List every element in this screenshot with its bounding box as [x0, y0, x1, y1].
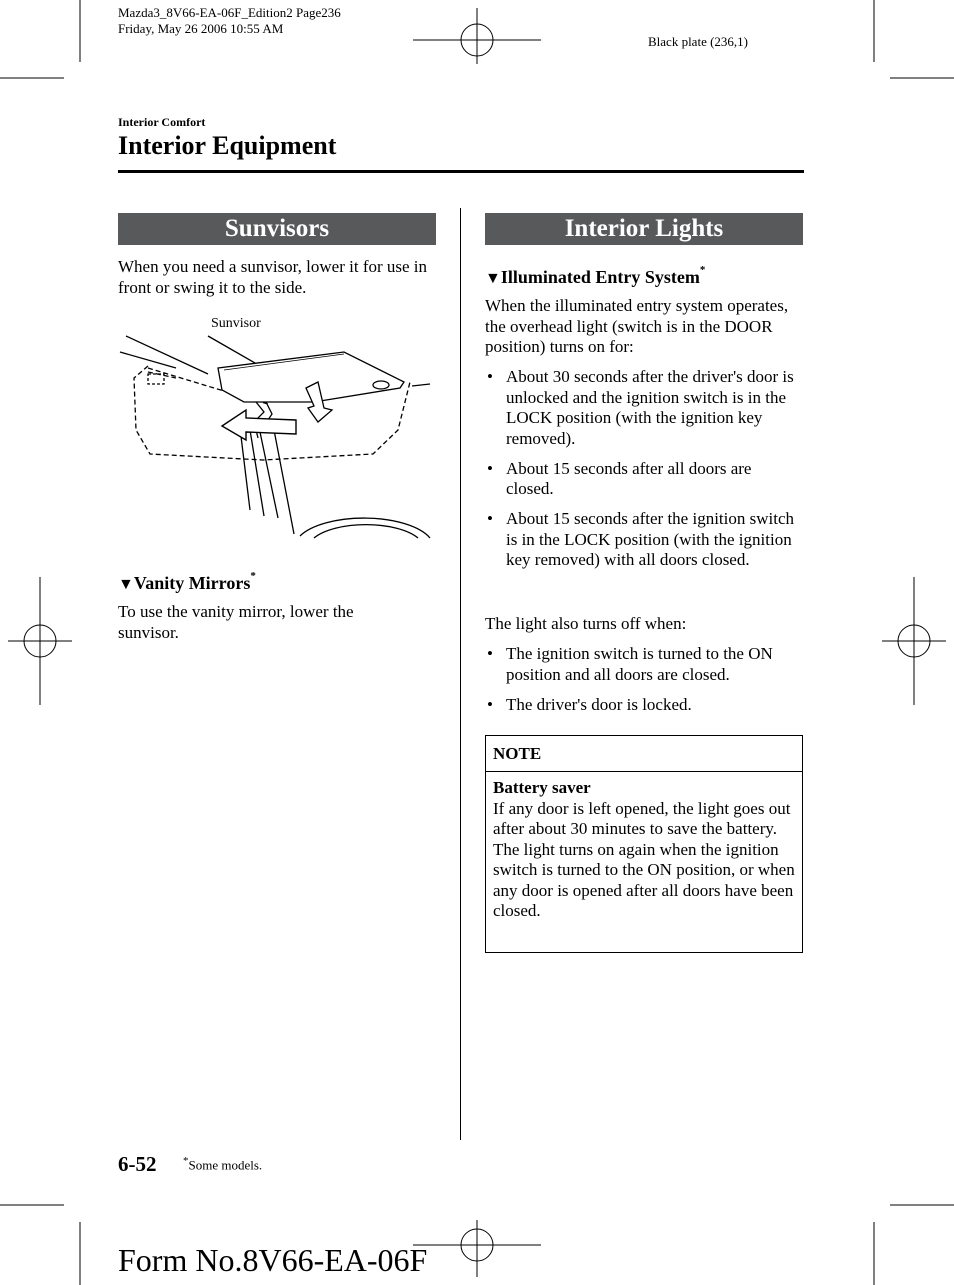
light-off-list	[485, 644, 803, 725]
print-metadata	[118, 5, 341, 37]
off-intro: The light also turns off when:	[485, 614, 687, 633]
illuminated-entry-title: Illuminated Entry System	[500, 267, 700, 287]
section-label: Interior Comfort	[118, 115, 206, 129]
note-heading: NOTE	[486, 736, 802, 772]
footnote-text: Some models.	[188, 1157, 263, 1173]
page-title: Interior Equipment	[118, 131, 337, 160]
figure-label-sunvisor: Sunvisor	[211, 316, 261, 331]
vanity-asterisk: *	[250, 570, 256, 582]
title-rule	[118, 170, 804, 173]
entry-asterisk: *	[699, 264, 706, 276]
page-number: 6-52	[118, 1152, 157, 1176]
note-paragraph-2: The light turns on again when the ignition switch is turned to the ON position, or when any door is opened after all doors have been closed.	[493, 839, 795, 920]
note-subtitle: Battery saver	[493, 778, 591, 797]
footnote	[183, 1155, 262, 1173]
vanity-mirrors-text: To use the vanity mirror, lower the sunvisor.	[118, 602, 354, 642]
illuminated-entry-heading	[485, 262, 705, 290]
sunvisors-banner: Sunvisors	[118, 213, 436, 245]
list-item: • About 15 seconds after the ignition switch is in the LOCK position (with the ignition key removed) with all doors closed.	[485, 509, 803, 571]
entry-intro: When the illuminated entry system operates, the overhead light (switch is in the DOOR position) turns on for:	[485, 296, 789, 356]
form-number: Form No.8V66-EA-06F	[118, 1242, 428, 1278]
column-divider	[460, 208, 461, 1140]
print-line-2: Friday, May 26 2006 10:55 AM	[118, 21, 284, 36]
sunvisors-intro: When you need a sunvisor, lower it for use in front or swing it to the side.	[118, 257, 428, 297]
note-paragraph-1: If any door is left opened, the light goes out after about 30 minutes to save the battery.	[493, 798, 791, 838]
list-item: • About 15 seconds after all doors are closed.	[485, 459, 803, 500]
note-body	[486, 772, 802, 922]
note-box	[485, 735, 803, 953]
plate-label: Black plate (236,1)	[648, 34, 748, 49]
sunvisor-illustration	[118, 330, 436, 542]
vanity-mirrors-title: Vanity Mirrors	[133, 573, 251, 593]
list-item: • About 30 seconds after the driver's door is unlocked and the ignition switch is in the LOCK position (with the ignition key removed).	[485, 367, 803, 449]
list-item: • The ignition switch is turned to the ON position and all doors are closed.	[485, 644, 803, 685]
print-line-1: Mazda3_8V66-EA-06F_Edition2 Page236	[118, 5, 341, 20]
light-on-list	[485, 367, 803, 580]
triangle-down-icon: ▼	[118, 576, 134, 593]
list-item: • The driver's door is locked.	[485, 695, 803, 716]
interior-lights-banner: Interior Lights	[485, 213, 803, 245]
triangle-down-icon: ▼	[485, 270, 501, 287]
vanity-mirrors-heading	[118, 568, 256, 596]
footnote-asterisk: *	[183, 1155, 189, 1167]
